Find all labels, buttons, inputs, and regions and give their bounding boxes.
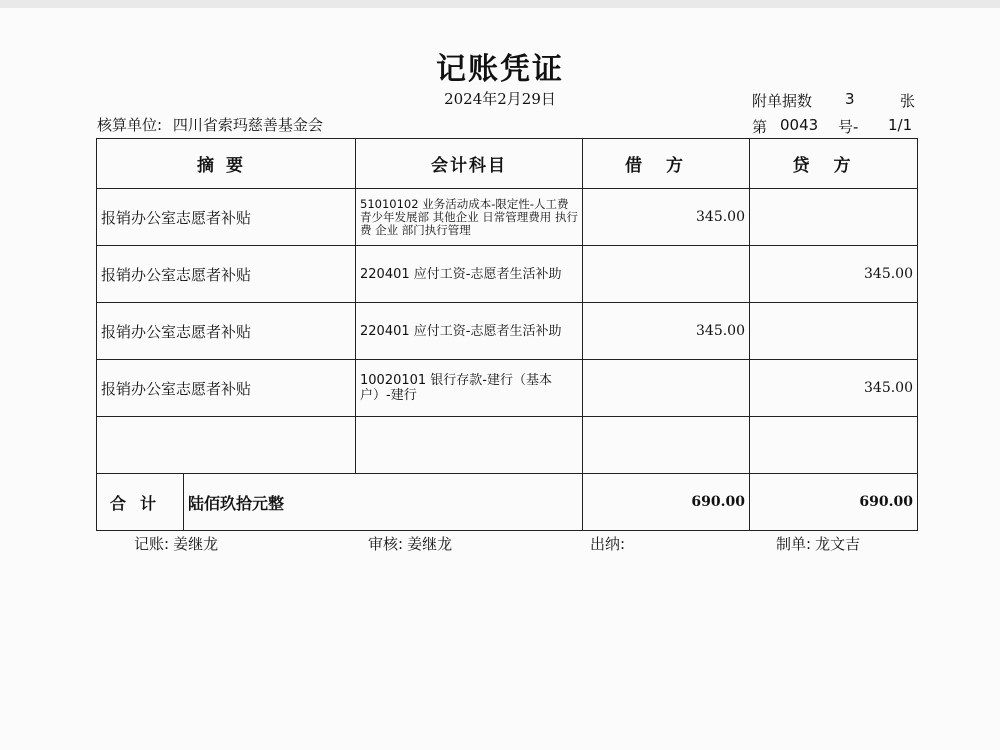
entry-credit: 345.00 [750,360,918,417]
entry-credit [750,303,918,360]
accounting-unit-name: 四川省索玛慈善基金会 [172,116,323,134]
serial-suffix: 号- [838,118,859,136]
entry-debit: 345.00 [583,189,750,246]
entry-account: 51010102 业务活动成本-限定性-人工费 青少年发展部 其他企业 日常管理费用 执行费 企业 部门执行管理 [356,189,583,246]
total-credit: 690.00 [750,474,918,531]
reviewer-signature [368,533,452,554]
reviewer-label: 审核: [368,535,404,553]
cashier-signature [590,533,629,554]
entry-credit [750,189,918,246]
table-row-empty [97,417,918,474]
entry-credit: 345.00 [750,246,918,303]
entry-debit: 345.00 [583,303,750,360]
bookkeeper-signature [134,533,218,554]
entry-summary: 报销办公室志愿者补贴 [97,246,356,303]
total-row [97,474,918,531]
preparer-name: 龙文吉 [815,535,861,553]
attachment-label: 附单据数 [752,92,813,110]
entry-account: 10020101 银行存款-建行（基本户）-建行 [356,360,583,417]
cashier-label: 出纳: [590,535,626,553]
entry-account: 220401 应付工资-志愿者生活补助 [356,303,583,360]
header-credit: 贷方 [750,139,918,189]
voucher-table [96,138,918,531]
voucher-date: 2024年2月29日 [444,90,556,108]
header-summary: 摘要 [97,139,356,189]
table-row [97,303,918,360]
entry-debit [583,246,750,303]
reviewer-name: 姜继龙 [407,535,453,553]
header-debit: 借方 [583,139,750,189]
table-row [97,360,918,417]
attachment-count [752,90,916,111]
total-debit: 690.00 [583,474,750,531]
table-row [97,189,918,246]
attachment-number: 3 [845,90,855,108]
table-row [97,246,918,303]
preparer-label: 制单: [776,535,812,553]
entry-summary: 报销办公室志愿者补贴 [97,303,356,360]
accounting-unit-label: 核算单位: [97,116,163,134]
bookkeeper-label: 记账: [134,535,170,553]
header-account: 会计科目 [356,139,583,189]
table-header [97,139,918,189]
accounting-unit [97,114,323,135]
total-label: 合计 [97,474,184,531]
serial-number: 0043 [780,116,819,134]
entry-summary: 报销办公室志愿者补贴 [97,360,356,417]
entry-debit [583,360,750,417]
entry-summary: 报销办公室志愿者补贴 [97,189,356,246]
bookkeeper-name: 姜继龙 [173,535,219,553]
attachment-unit: 张 [900,92,916,110]
preparer-signature [776,533,860,554]
serial-page: 1/1 [888,116,913,134]
serial-prefix: 第 [752,118,768,136]
entry-account: 220401 应付工资-志愿者生活补助 [356,246,583,303]
total-in-words: 陆佰玖拾元整 [184,474,583,531]
voucher-title: 记账凭证 [436,52,564,87]
